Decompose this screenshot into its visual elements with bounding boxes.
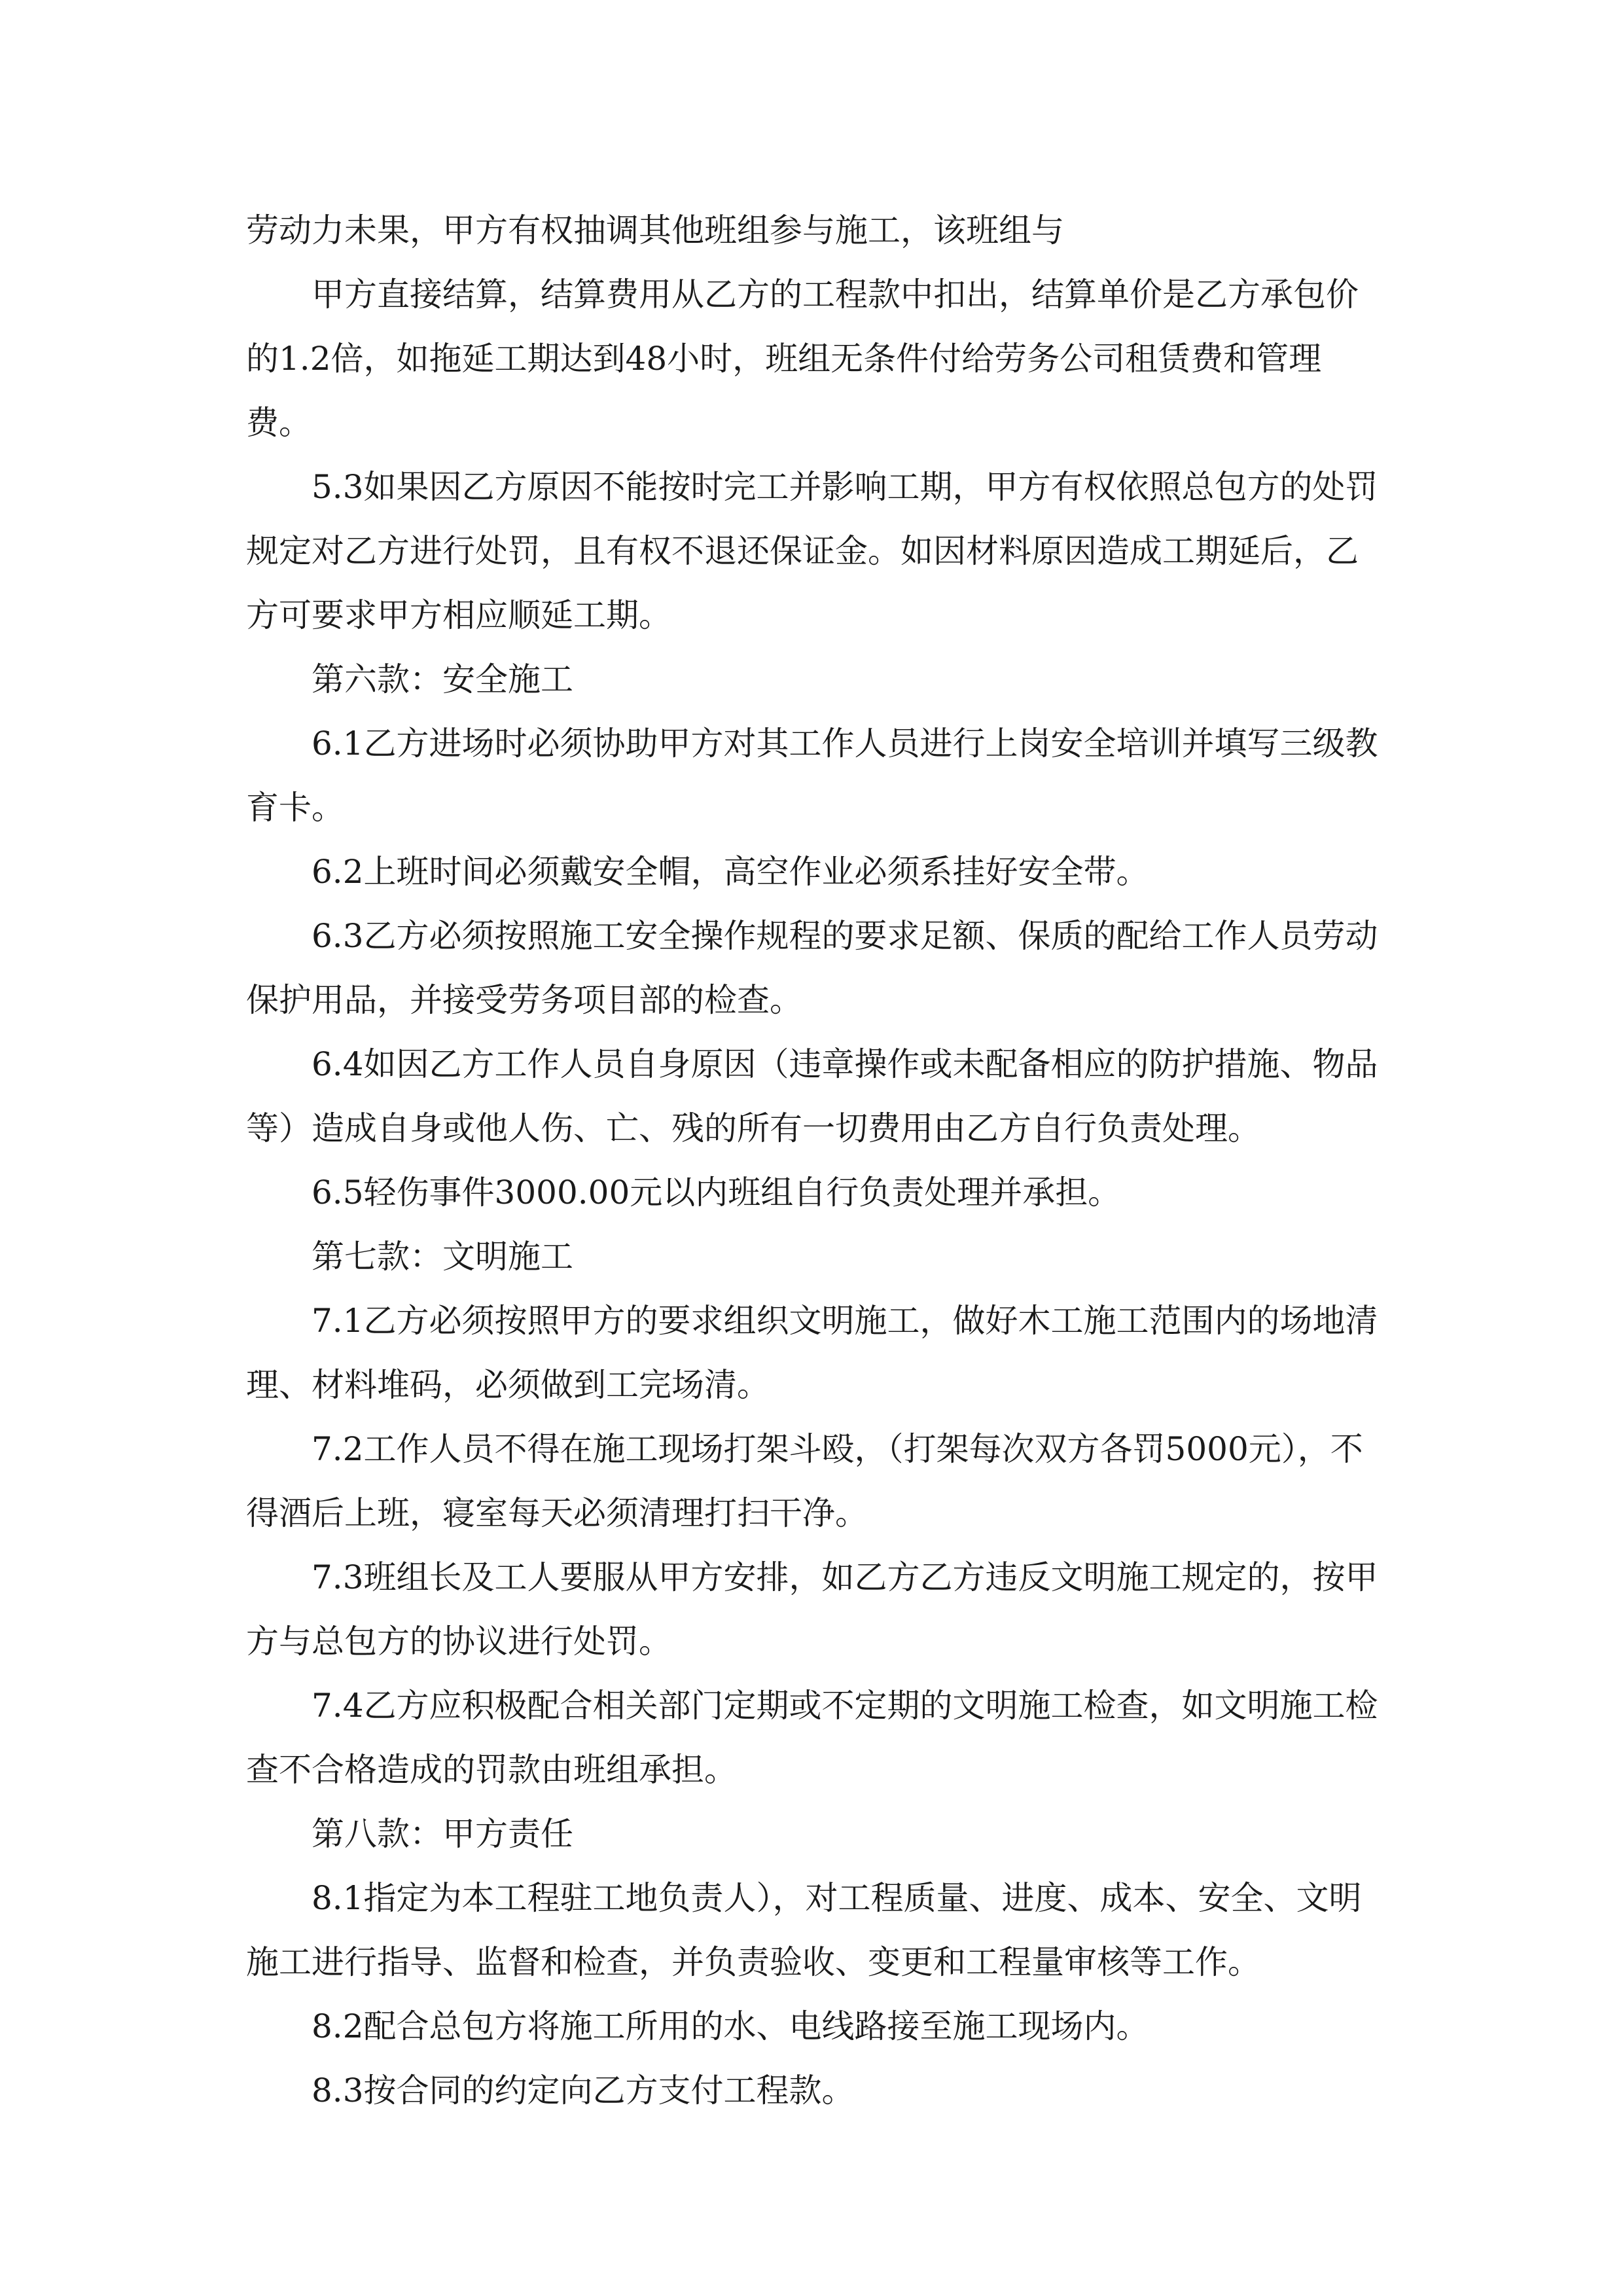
clause-6-2: 6.2上班时间必须戴安全帽，高空作业必须系挂好安全带。 bbox=[312, 853, 1149, 891]
clause-6-5: 6.5轻伤事件3000.00元以内班组自行负责处理并承担。 bbox=[312, 1174, 1121, 1211]
clause-5-3: 5.3如果因乙方原因不能按时完工并影响工期，甲方有权依照总包方的处罚规定对乙方进行处罚，且有权不退还保证金。如因材料原因造成工期延后，乙方可要求甲方相应顺延工期。 bbox=[246, 468, 1378, 634]
paragraph-continuation: 劳动力未果，甲方有权抽调其他班组参与施工，该班组与 bbox=[246, 211, 1064, 249]
clause-8-2: 8.2配合总包方将施工所用的水、电线路接至施工现场内。 bbox=[312, 2007, 1149, 2045]
clause-7-1: 7.1乙方必须按照甲方的要求组织文明施工，做好木工施工范围内的场地清理、材料堆码，必须做到工完场清。 bbox=[246, 1302, 1378, 1404]
clause-7-2: 7.2工作人员不得在施工现场打架斗殴，（打架每次双方各罚5000元），不得酒后上班，寝室每天必须清理打扫干净。 bbox=[246, 1430, 1363, 1532]
section-heading-6: 第六款：安全施工 bbox=[312, 660, 573, 698]
document-body bbox=[246, 198, 1378, 2123]
clause-7-4: 7.4乙方应积极配合相关部门定期或不定期的文明施工检查，如文明施工检查不合格造成的罚款由班组承担。 bbox=[246, 1687, 1378, 1789]
clause-6-1: 6.1乙方进场时必须协助甲方对其工作人员进行上岗安全培训并填写三级教育卡。 bbox=[246, 725, 1378, 827]
clause-8-3: 8.3按合同的约定向乙方支付工程款。 bbox=[312, 2072, 855, 2109]
clause-6-4: 6.4如因乙方工作人员自身原因（违章操作或未配备相应的防护措施、物品等）造成自身或他人伤、亡、残的所有一切费用由乙方自行负责处理。 bbox=[246, 1045, 1378, 1147]
section-heading-8: 第八款：甲方责任 bbox=[312, 1815, 573, 1853]
clause-7-3: 7.3班组长及工人要服从甲方安排，如乙方乙方违反文明施工规定的，按甲方与总包方的协议进行处罚。 bbox=[246, 1558, 1378, 1660]
paragraph-settlement: 甲方直接结算，结算费用从乙方的工程款中扣出，结算单价是乙方承包价的1.2倍，如拖延工期达到48小时，班组无条件付给劳务公司租赁费和管理费。 bbox=[246, 276, 1359, 442]
section-heading-7: 第七款：文明施工 bbox=[312, 1238, 573, 1276]
clause-8-1: 8.1指定为本工程驻工地负责人），对工程质量、进度、成本、安全、文明施工进行指导、监督和检查，并负责验收、变更和工程量审核等工作。 bbox=[246, 1879, 1362, 1981]
clause-6-3: 6.3乙方必须按照施工安全操作规程的要求足额、保质的配给工作人员劳动保护用品，并接受劳务项目部的检查。 bbox=[246, 917, 1378, 1019]
